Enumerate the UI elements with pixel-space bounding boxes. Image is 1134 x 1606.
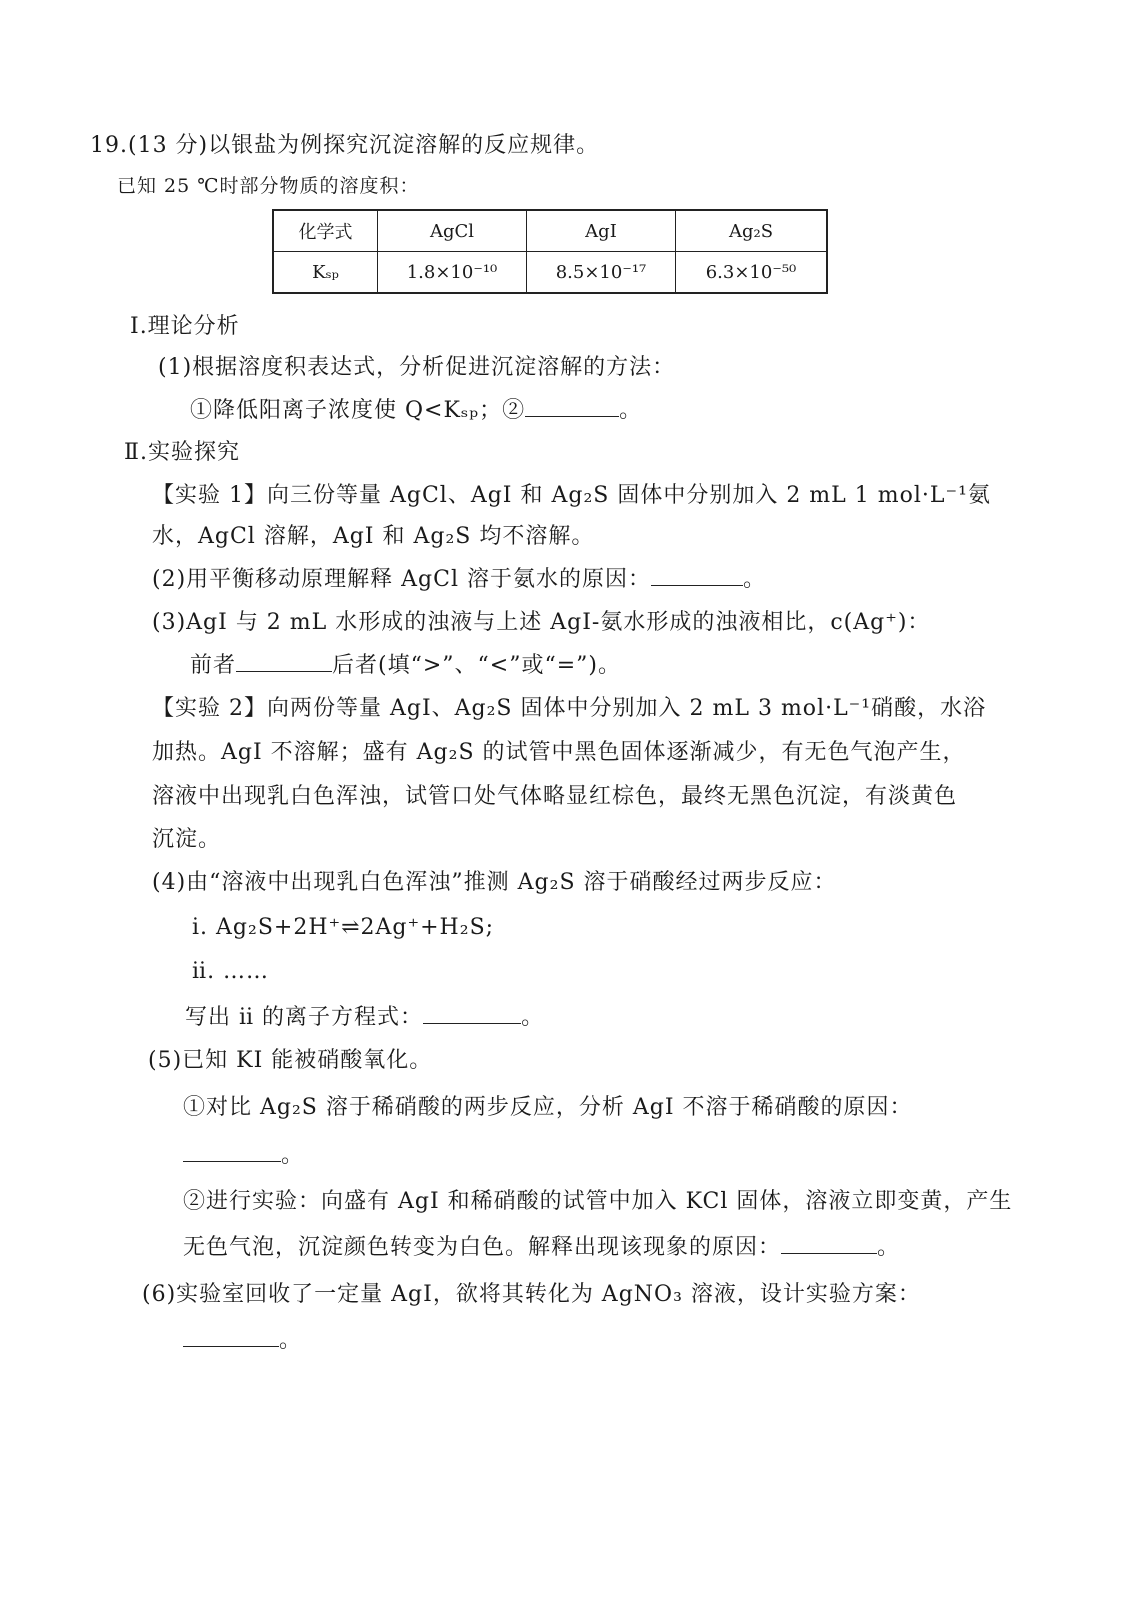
period: 。 [877,1235,901,1260]
table-cell: 1.8×10⁻¹⁰ [378,252,527,294]
q4-ask: 写出 ⅱ 的离子方程式： [185,1005,424,1030]
exp2-line2: 加热。AgI 不溶解；盛有 Ag₂S 的试管中黑色固体逐渐减少，有无色气泡产生， [152,740,966,765]
period: 。 [619,398,643,423]
q2-text: (2)用平衡移动原理解释 AgCl 溶于氨水的原因： [152,567,651,592]
q4-step1: ⅰ. Ag₂S+2H⁺⇌2Ag⁺+H₂S; [192,915,495,940]
table-cell: Ag₂S [676,210,828,252]
exp1-line2: 水，AgCl 溶解，AgI 和 Ag₂S 均不溶解。 [152,524,595,549]
q4-step2: ⅱ. …… [192,959,270,984]
table-row [273,252,827,294]
period: 。 [743,567,767,592]
answer-blank[interactable] [183,1141,281,1162]
q1-text: (1)根据溶度积表达式，分析促进沉淀溶解的方法： [158,355,676,380]
exp1-line1: 【实验 1】向三份等量 AgCl、AgI 和 Ag₂S 固体中分别加入 2 mL 1 mol·L⁻¹氨 [152,483,991,508]
q3-line2 [190,651,621,681]
q5-2-line1: ②进行实验：向盛有 AgI 和稀硝酸的试管中加入 KCl 固体，溶液立即变黄，产生 [183,1189,1013,1214]
answer-blank[interactable] [781,1233,877,1254]
q1-line2-text: ①降低阳离子浓度使 Q<Kₛₚ；② [190,398,526,423]
table-cell: 化学式 [273,210,378,252]
q3-after: 后者(填“>”、“<”或“=”)。 [332,653,621,678]
table-cell: AgCl [378,210,527,252]
answer-blank[interactable] [651,565,743,586]
period: 。 [521,1005,545,1030]
q4-ask-line [185,1003,544,1033]
q1-line2 [190,396,642,426]
question-title: 19.(13 分)以银盐为例探究沉淀溶解的反应规律。 [90,133,600,158]
intro-text: 已知 25 ℃时部分物质的溶度积： [117,175,420,197]
table-cell: 6.3×10⁻⁵⁰ [676,252,828,294]
section-theory: Ⅰ.理论分析 [130,314,240,339]
exp2-line4: 沉淀。 [152,827,222,852]
q4-text: (4)由“溶液中出现乳白色浑浊”推测 Ag₂S 溶于硝酸经过两步反应： [152,870,837,895]
section-experiment: Ⅱ.实验探究 [124,440,240,465]
q5-1-answer [183,1141,304,1171]
q3-before: 前者 [190,653,237,678]
q6-text: (6)实验室回收了一定量 AgI，欲将其转化为 AgNO₃ 溶液，设计实验方案： [142,1282,921,1307]
q5-1: ①对比 Ag₂S 溶于稀硝酸的两步反应，分析 AgI 不溶于稀硝酸的原因： [183,1095,913,1120]
q6-answer [183,1326,302,1356]
table-cell: 8.5×10⁻¹⁷ [527,252,676,294]
table-row [273,210,827,252]
q5-text: (5)已知 KI 能被硝酸氧化。 [148,1048,433,1073]
table-cell: Kₛₚ [273,252,378,294]
answer-blank[interactable] [525,396,619,417]
q5-2-line2 [183,1233,900,1263]
q3-line1: (3)AgI 与 2 mL 水形成的浊液与上述 AgI-氨水形成的浊液相比，c(Ag⁺)： [152,610,931,635]
q2-line [152,565,766,595]
exp2-line1: 【实验 2】向两份等量 AgI、Ag₂S 固体中分别加入 2 mL 3 mol·L⁻¹硝酸，水浴 [152,696,987,721]
answer-blank[interactable] [236,651,332,672]
exp2-line3: 溶液中出现乳白色浑浊，试管口处气体略显红棕色，最终无黑色沉淀，有淡黄色 [152,784,958,809]
table-cell: AgI [527,210,676,252]
answer-blank[interactable] [183,1326,279,1347]
q5-2-text: 无色气泡，沉淀颜色转变为白色。解释出现该现象的原因： [183,1235,782,1260]
answer-blank[interactable] [423,1003,521,1024]
period: 。 [281,1143,305,1168]
period: 。 [279,1328,303,1353]
ksp-table [272,209,828,294]
